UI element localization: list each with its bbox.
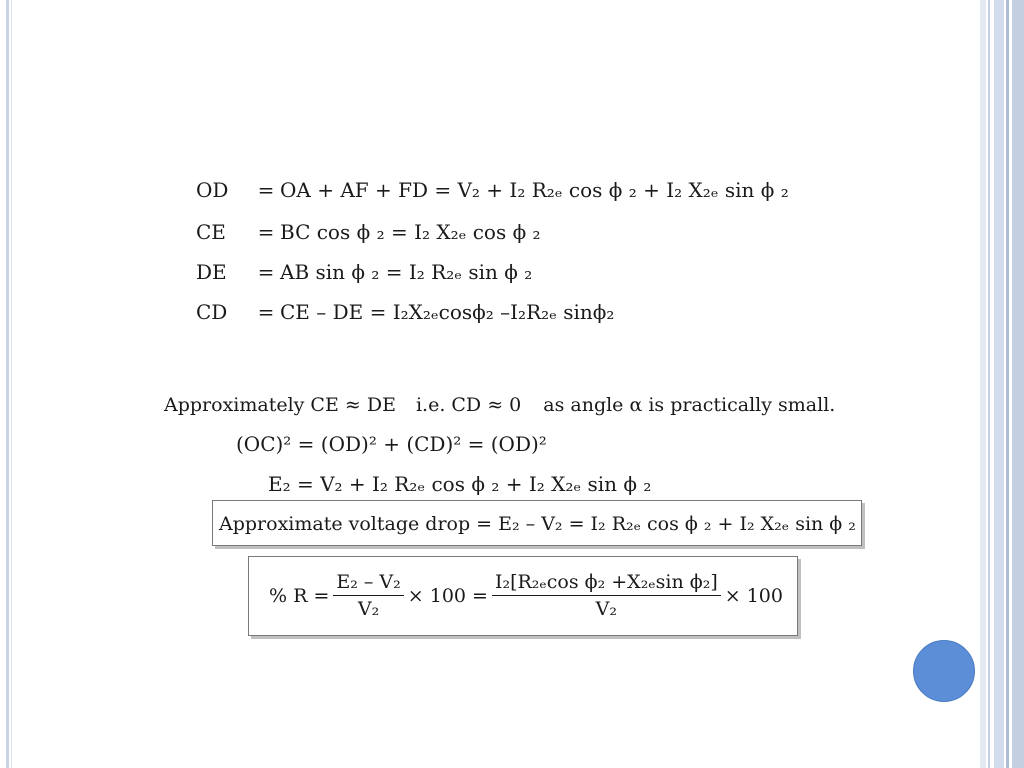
regulation-suffix: × 100 (724, 584, 783, 607)
equation-oc: (OC)² = (OD)² + (CD)² = (OD)² (236, 432, 547, 456)
slide-frame-right-border (980, 0, 1024, 768)
regulation-box (248, 556, 798, 636)
fraction-1: $\frac{\text{E₂ – V₂}}{\text{V₂}}$ (333, 571, 403, 620)
equation-rhs: AB sin ϕ ₂ = I₂ R₂ₑ sin ϕ ₂ (280, 260, 533, 284)
fraction-2: $\frac{\text{I₂[R₂ₑcos ϕ₂ +X₂ₑsin ϕ₂]}}{\text{V₂}}$ (492, 571, 721, 620)
equation-ce: CE = BC cos ϕ ₂ = I₂ X₂ₑ cos ϕ ₂ (196, 220, 541, 244)
approx-text-3: as angle α is practically small. (543, 394, 836, 416)
voltage-drop-box (212, 500, 862, 546)
equation-de: DE = AB sin ϕ ₂ = I₂ R₂ₑ sin ϕ ₂ (196, 260, 533, 284)
slide-frame-left-line (11, 0, 12, 768)
equation-e2: E₂ = V₂ + I₂ R₂ₑ cos ϕ ₂ + I₂ X₂ₑ sin ϕ ₂ (268, 472, 652, 496)
equation-lhs: CE (196, 220, 226, 244)
regulation-mid: × 100 = (407, 584, 488, 607)
slide-nav-circle-button[interactable] (913, 640, 975, 702)
equation-cd: CD = CE – DE = I₂X₂ₑcosϕ₂ –I₂R₂ₑ sinϕ₂ (196, 300, 615, 324)
equation-rhs: OA + AF + FD = V₂ + I₂ R₂ₑ cos ϕ ₂ + I₂ X₂ₑ sin ϕ ₂ (280, 178, 789, 202)
equation-lhs: CD (196, 300, 228, 324)
equation-lhs: OD (196, 178, 229, 202)
equation-lhs: DE (196, 260, 227, 284)
equation-rhs: BC cos ϕ ₂ = I₂ X₂ₑ cos ϕ ₂ (280, 220, 541, 244)
equation-od: OD = OA + AF + FD = V₂ + I₂ R₂ₑ cos ϕ ₂ + I₂ X₂ₑ sin ϕ ₂ (196, 178, 789, 202)
approx-text-2: i.e. CD ≈ 0 (415, 394, 522, 416)
equation-rhs: CE – DE = I₂X₂ₑcosϕ₂ –I₂R₂ₑ sinϕ₂ (280, 300, 615, 324)
approx-text-1: Approximately CE ≈ DE (164, 394, 396, 416)
voltage-drop-text: Approximate voltage drop = E₂ – V₂ = I₂ R₂ₑ cos ϕ ₂ + I₂ X₂ₑ sin ϕ ₂ (219, 513, 856, 535)
regulation-prefix: % R = (269, 584, 330, 607)
slide-frame-left-border (6, 0, 9, 768)
